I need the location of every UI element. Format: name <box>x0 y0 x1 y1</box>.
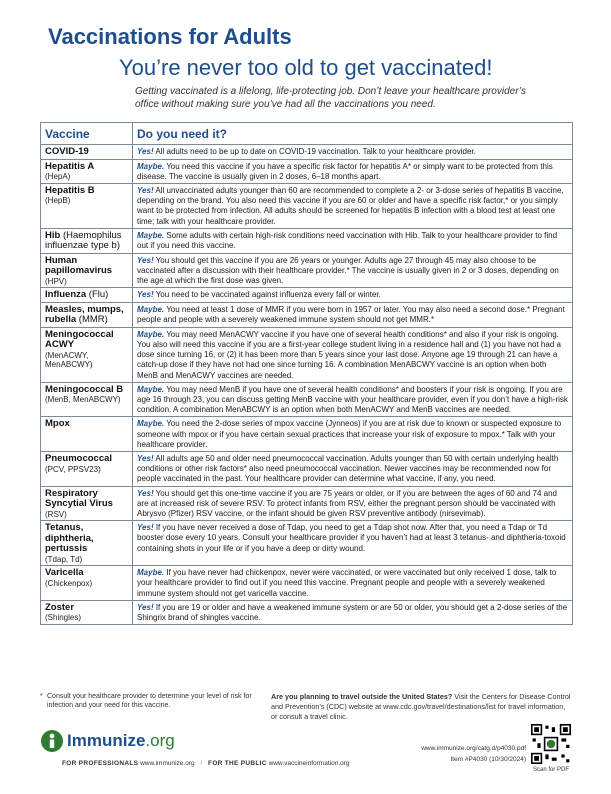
vaccine-abbreviation: (PCV, PPSV23) <box>45 464 101 474</box>
vaccine-name-main: Measles, mumps, rubella <box>45 303 124 326</box>
vaccine-cell <box>41 302 133 327</box>
recommendation-text: You should get this one-time vaccine if you are 75 years or older, or if you are between the ages of 60 and 74 and are at increased risk of severe RSV. To protect infants from RSV, either the pregnant person should be vaccinated with Abrysvo (Pfizer) RSV vaccine, or the infant should be given RSV preventive antibody (nirsevimab). <box>137 488 557 519</box>
vaccine-abbreviation: (HepA) <box>45 172 71 181</box>
professionals-link[interactable]: www.immunize.org <box>140 760 195 767</box>
vaccine-name <box>45 603 128 614</box>
recommendation-cell <box>133 382 573 417</box>
intro-line: office without making sure you’ve had all the vaccinations you need. <box>135 98 436 110</box>
recommendation-lead: Maybe. <box>137 568 165 578</box>
recommendation-lead: Yes! <box>137 602 154 612</box>
recommendation-text: All unvaccinated adults younger than 60 are recommended to complete a 2- or 3-dose series of hepatitis B vaccine, depending on the brand. You also need this vaccine if you are 60 or older and have a specific risk factor,* or you simply want to be protected from infection. All adults should be screened for hepatitis B infection with a blood test at least one time; talk with your healthcare provider. <box>137 185 564 226</box>
vaccine-cell <box>41 327 133 382</box>
table-row <box>41 145 573 160</box>
recommendation-lead: Maybe. <box>137 384 165 394</box>
vaccine-cell <box>41 486 133 521</box>
table-row <box>41 327 573 382</box>
recommendation-cell <box>133 452 573 487</box>
page-subtitle: You’re never too old to get vaccinated! <box>119 55 493 80</box>
vaccine-cell <box>41 566 133 601</box>
footnote-text: Consult your healthcare provider to determine your level of risk for infection and your need for this vaccine. <box>47 693 252 709</box>
recommendation-text: All adults age 50 and older need pneumococcal vaccination. Adults younger than 50 with certain underlying health conditions or other risk factors* also need pneumococcal vaccination. Newer vaccines may be recommended now for people vaccinated in the past. Your healthcare provider can determine what vaccine, if any, you need. <box>137 454 559 484</box>
logo-name: Immunize <box>67 731 146 750</box>
scan-label: Scan for PDF <box>532 767 569 773</box>
vaccine-name <box>45 523 128 555</box>
vaccine-table-body <box>41 145 573 625</box>
recommendation-lead: Yes! <box>137 255 154 265</box>
recommendation-text: You should get this vaccine if you are 26 years or younger. Adults age 27 through 45 may also choose to be vaccinated after a discussion with their healthcare provider.* The vaccine is usually given in 2 or 3 doses, depending on the age at which the first dose was given. <box>137 255 559 286</box>
table-row <box>41 382 573 417</box>
vaccine-name <box>45 305 128 326</box>
table-row <box>41 159 573 183</box>
vaccine-cell <box>41 417 133 452</box>
vaccine-name-main: Zoster <box>45 601 75 613</box>
vaccine-name-main: Hepatitis B <box>45 184 95 196</box>
vaccine-name <box>45 162 128 173</box>
vaccine-name <box>45 419 128 430</box>
table-row <box>41 600 573 624</box>
immunize-logo-icon <box>40 729 64 753</box>
vaccine-name <box>45 186 128 197</box>
recommendation-cell <box>133 486 573 521</box>
vaccine-name-qualifier: (Flu) <box>86 289 109 301</box>
vaccine-name-main: Pneumococcal <box>45 453 113 465</box>
recommendation-lead: Yes! <box>137 454 154 464</box>
recommendation-text: Some adults with certain high-risk conditions need vaccination with Hib. Talk to your healthcare provider to find out if you need this vaccine. <box>137 230 558 250</box>
vaccine-name-main: Meningococcal B <box>45 383 124 395</box>
recommendation-text: If you have never had chickenpox, never were vaccinated, or were vaccinated but only received 1 dose, talk to your healthcare provider to find out if you need this vaccine. Pregnant people and people with a severely weakened immune system should not get varicella vaccine. <box>137 568 557 598</box>
vaccine-name-main: Respiratory Syncytial Virus <box>45 487 113 510</box>
recommendation-text: You need the 2-dose series of mpox vaccine (Jynneos) if you are at risk due to known or suspected exposure to someone with mpox or if you have certain sexual practices that increase your risk of exposure to mpox.* Talk with your healthcare provider. <box>137 419 562 449</box>
vaccine-name-main: Tetanus, diphtheria, pertussis <box>45 522 94 555</box>
qr-code-icon[interactable] <box>531 724 571 764</box>
vaccine-name-main: Human papillomavirus <box>45 254 113 277</box>
vaccine-name-qualifier: (Haemophilus influenzae type b) <box>45 229 122 252</box>
intro-text <box>135 86 575 111</box>
recommendation-cell <box>133 521 573 566</box>
vaccine-abbreviation: (HepB) <box>45 196 71 206</box>
recommendation-cell <box>133 302 573 327</box>
professionals-label: FOR PROFESSIONALS <box>62 760 139 767</box>
vaccine-name <box>45 231 128 252</box>
vaccine-abbreviation: (RSV) <box>45 509 67 519</box>
vaccine-cell <box>41 253 133 288</box>
recommendation-text: You need at least 1 dose of MMR if you were born in 1957 or later. You may also need a second dose.* Pregnant people and people with a severely weakened immune system should not get MMR.* <box>137 304 565 325</box>
vaccine-name-main: COVID-19 <box>45 146 89 157</box>
vaccine-name <box>45 489 128 510</box>
column-header-need: Do you need it? <box>133 123 573 145</box>
vaccine-abbreviation: (HPV) <box>45 276 67 286</box>
table-row <box>41 288 573 303</box>
table-row <box>41 228 573 253</box>
recommendation-cell <box>133 600 573 624</box>
table-row <box>41 452 573 487</box>
immunize-logo <box>40 728 175 754</box>
vaccine-name <box>45 256 128 277</box>
recommendation-lead: Yes! <box>137 290 154 300</box>
table-row <box>41 486 573 521</box>
recommendation-lead: Maybe. <box>137 304 165 314</box>
recommendation-text: You may need MenB if you have one of several health conditions* and boosters if your risk is ongoing. If you are age 16 through 23, you can discuss getting MenB vaccine with your healthcare provider, even if you don’t have a high-risk condition. A combination MenABCWY is an option when both MenACWY and MenB vaccines are needed. <box>137 384 568 415</box>
item-info <box>398 743 526 765</box>
link-separator: / <box>200 760 203 767</box>
travel-text: Visit the Centers for Disease Control and Prevention’s (CDC) website at www.cdc.gov/travel/destinations/list for travel information, or consult a travel clinic. <box>271 692 571 721</box>
table-row <box>41 183 573 228</box>
travel-note <box>271 692 571 722</box>
vaccine-name-main: Meningococcal ACWY <box>45 328 114 351</box>
vaccine-cell <box>41 382 133 417</box>
vaccine-name <box>45 147 128 158</box>
vaccine-name <box>45 385 128 396</box>
vaccine-name-main: Mpox <box>45 418 70 430</box>
recommendation-lead: Yes! <box>137 523 154 533</box>
recommendation-cell <box>133 159 573 183</box>
recommendation-cell <box>133 183 573 228</box>
recommendation-cell <box>133 145 573 160</box>
public-label: FOR THE PUBLIC <box>208 760 267 767</box>
intro-line: Getting vaccinated is a lifelong, life-protecting job. Don’t leave your healthcare provider’s <box>135 86 526 97</box>
logo-suffix: .org <box>145 731 175 750</box>
public-link[interactable]: www.vaccineinformation.org <box>268 760 350 767</box>
table-row <box>41 417 573 452</box>
footnote <box>40 692 260 710</box>
table-header-row <box>41 123 573 145</box>
vaccine-cell <box>41 452 133 487</box>
vaccine-cell <box>41 600 133 624</box>
recommendation-text: If you are 19 or older and have a weakened immune system or are 50 or older, you should get a 2-dose series of the Shingrix brand of shingles vaccine. <box>137 602 568 623</box>
recommendation-cell <box>133 228 573 253</box>
table-row <box>41 253 573 288</box>
vaccine-name <box>45 568 128 579</box>
vaccine-cell <box>41 228 133 253</box>
item-number: Item #P4030 (10/30/2024) <box>450 756 526 763</box>
travel-question: Are you planning to travel outside the United States? <box>271 692 453 701</box>
recommendation-text: All adults need to be up to date on COVID-19 vaccination. Talk to your healthcare provider. <box>153 147 476 156</box>
page-title: Vaccinations for Adults <box>48 24 292 49</box>
vaccine-name <box>45 330 128 351</box>
recommendation-text: If you have never received a dose of Tdap, you need to get a Tdap shot now. After that, you need a Tdap or Td booster dose every 10 years. Consult your healthcare provider if you haven’t had at least 3 tetanus- and diphtheria-toxoid containing shots in your life or if you have a deep or dirty wound. <box>137 523 566 553</box>
website-links <box>62 760 350 767</box>
vaccine-table <box>40 122 573 625</box>
vaccine-name-main: Varicella <box>45 567 84 579</box>
vaccine-name-main: Influenza <box>45 289 87 301</box>
vaccine-name-main: Hib <box>45 229 61 241</box>
recommendation-lead: Yes! <box>137 185 154 195</box>
vaccine-cell <box>41 159 133 183</box>
vaccine-abbreviation: (MenB, MenABCWY) <box>45 395 121 405</box>
recommendation-lead: Yes! <box>137 147 154 156</box>
vaccine-name <box>45 454 128 465</box>
logo-wordmark <box>67 731 175 751</box>
pdf-link[interactable]: www.immunize.org/catg.d/p4030.pdf <box>421 745 526 752</box>
recommendation-cell <box>133 566 573 601</box>
vaccine-cell <box>41 521 133 566</box>
vaccine-abbreviation: (Tdap, Td) <box>45 554 83 564</box>
recommendation-text: You need this vaccine if you have a specific risk factor for hepatitis A* or simply want to be protected from this disease. The vaccine is usually given in 2 doses, 6–18 months apart. <box>137 161 553 181</box>
recommendation-lead: Yes! <box>137 488 154 498</box>
recommendation-text: You need to be vaccinated against influenza every fall or winter. <box>153 290 381 300</box>
recommendation-cell <box>133 417 573 452</box>
vaccine-cell <box>41 145 133 160</box>
recommendation-lead: Maybe. <box>137 419 165 429</box>
table-row <box>41 521 573 566</box>
recommendation-cell <box>133 288 573 303</box>
table-row <box>41 566 573 601</box>
column-header-vaccine: Vaccine <box>41 123 133 145</box>
recommendation-lead: Maybe. <box>137 329 165 339</box>
vaccine-cell <box>41 183 133 228</box>
recommendation-lead: Maybe. <box>137 161 165 171</box>
vaccine-abbreviation: (Shingles) <box>45 613 82 623</box>
vaccine-cell <box>41 288 133 303</box>
vaccine-name-main: Hepatitis A <box>45 160 95 172</box>
recommendation-text: You may need MenACWY vaccine if you have one of several health conditions* and also if your risk is ongoing. You also will need this vaccine if you are a first-year college student living in a residence hall and (1) you have not had a dose since turning 16, or (2) it has been more than 5 years since your last dose. Anyone age 19 through 21 can have a catch-up dose if they have not had one since turning 16. A combination MenABCWY vaccine is an option when both MenB and MenACWY vaccines are needed. <box>137 329 561 380</box>
recommendation-cell <box>133 253 573 288</box>
vaccine-abbreviation: (MenACWY, MenABCWY) <box>45 350 93 370</box>
vaccine-name <box>45 290 128 301</box>
footnote-asterisk: * <box>40 693 43 700</box>
table-row <box>41 302 573 327</box>
vaccine-name-qualifier: (MMR) <box>76 314 108 326</box>
recommendation-cell <box>133 327 573 382</box>
vaccine-abbreviation: (Chickenpox) <box>45 578 93 588</box>
recommendation-lead: Maybe. <box>137 230 165 240</box>
